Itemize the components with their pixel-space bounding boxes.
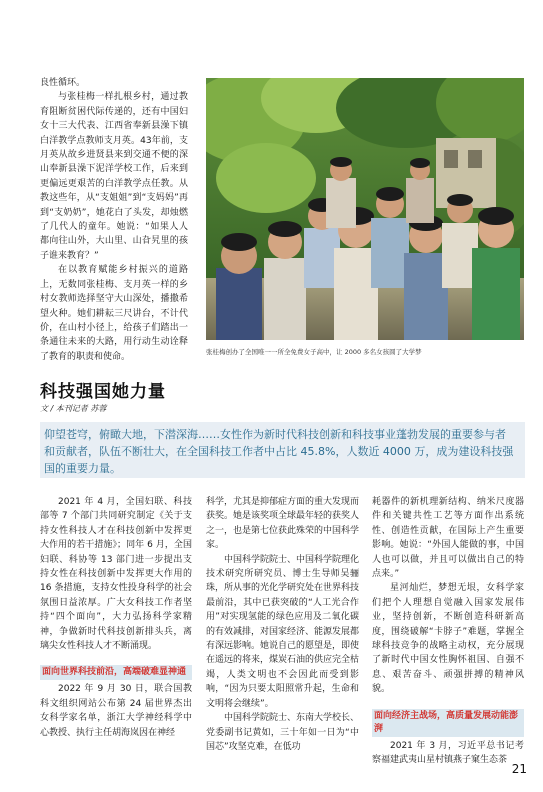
paragraph: 2022 年 9 月 30 日，联合国教科文组织网站公布第 24 届世界杰出女科学家名单，浙江大学神经科学中心教授、执行主任胡海岚因在神经 — [40, 684, 192, 738]
article-byline: 文 / 本刊记者 苏蓉 — [40, 404, 107, 413]
paragraph: 星河灿烂，梦想无垠，女科学家们把个人理想自觉融入国家发展伟业，坚持创新，不断创造科研新高度，围绕破解“卡脖子”难题，掌握全球科技竞争的战略主动权，充分展现了新时代中国女性胸怀祖国、自强不息、艰苦奋斗、顽强拼搏的精神风貌。 — [372, 583, 524, 695]
section-subhead: 面向经济主战场，高质量发展动能澎湃 — [372, 709, 524, 737]
paragraph: 科学，尤其是抑郁症方面的重大发现而获奖。她是该奖项全球最年轻的获奖人之一，也是第七位获此殊荣的中国科学家。 — [206, 497, 360, 551]
paragraph: 在以教育赋能乡村振兴的道路上，无数同张桂梅、支月英一样的乡村女教师选择坚守大山深处，播撒希望火种。她们耕耘三尺讲台，不计代价，在山村小径上，给孩子们踏出一条通往未来的大路，用行动生动诠释了教育的职责和使命。 — [40, 265, 188, 362]
lead-text: 仰望苍穹，俯瞰大地，下潜深海……女性作为新时代科技创新和科技事业蓬勃发展的重要参与者和贡献者，队伍不断壮大，在全国科技工作者中占比 45.8%，人数近 4000 万，成为建设科技强国的重要力量。 — [44, 428, 514, 475]
paragraph: 中国科学院院士、中国科学院理化技术研究所研究员、博士生导师吴骊珠，所从事的光化学研究处在世界科技最前沿，其中已获突破的“人工光合作用”对实现氢能的绿色应用及二氧化碳的有效减排，对国家经济、能源发展都有深远影响。她说自己的愿望是，即使在遥远的将来，煤炭石油的供应完全枯竭，人类文明也不会因此而受到影响，“因为只要太阳照常升起，生命和文明将会继续”。 — [206, 554, 360, 709]
photo-illustration — [206, 78, 524, 340]
article-column-3 — [372, 495, 524, 768]
article-title: 科技强国她力量 — [40, 382, 166, 402]
photo-caption: 张桂梅创办了全国唯一一所全免费女子高中，让 2000 多名女孩圆了大学梦 — [206, 348, 422, 356]
article-column-2 — [206, 495, 359, 754]
article-column-1 — [40, 495, 192, 740]
paragraph: 良性循环。 — [40, 78, 86, 88]
paragraph: 与张桂梅一样扎根乡村，通过教育阻断贫困代际传递的，还有中国妇女十三大代表、江西省奉新县澡下镇白洋教学点教师支月英。43年前，支月英从故乡进贤县来到交通不便的深山奉新县澡下泥洋学校工作，后来到更偏远更艰苦的白洋教学点任教。从教这些年，从“支姐姐”到“支妈妈”再到“支奶奶”，她花白了头发，却烛燃了几代人的童年。她说：“如果人人都向往山外，大山里、山旮旯里的孩子谁来教育？” — [40, 92, 188, 261]
photo-children-group — [206, 78, 524, 340]
top-text-column — [40, 76, 188, 364]
page-number: 21 — [511, 762, 527, 776]
section-subhead: 面向世界科技前沿，高端破难显神通 — [40, 665, 192, 680]
paragraph: 2021 年 4 月，全国妇联、科技部等 7 个部门共同研究制定《关于支持女性科技人才在科技创新中发挥更大作用的若干措施》；同年 6 月，全国妇联、科协等 13 部门进一步提出支持女性在科技创新中发挥更大作用的 16 条措施，支持女性投身科学的社会氛围日益浓厚。广大女科技工作者坚持“四个面向”，大力弘扬科学家精神，争做新时代科技创新排头兵，离璃尖女性科技人才不断涌现。 — [40, 497, 192, 652]
paragraph: 耗器件的新机理新结构、纳米尺度器件和关键共性工艺等方面作出系统性、创造性贡献，在国际上产生重要影响。她说：“外国人能做的事，中国人也可以做，并且可以做出自己的特点来。” — [372, 497, 524, 580]
paragraph: 2021 年 3 月，习近平总书记考察福建武夷山星村镇燕子窠生态茶 — [372, 740, 524, 766]
paragraph: 中国科学院院士、东南大学校长、党委副书记黄如，三十年如一日为“中国芯”攻坚克难，在低功 — [206, 713, 360, 752]
